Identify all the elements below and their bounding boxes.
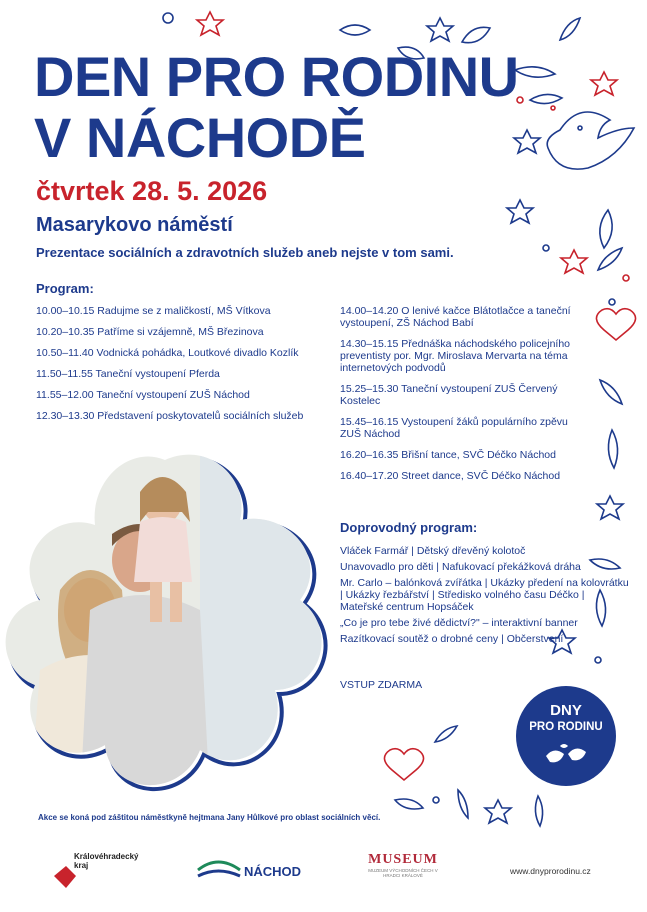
program-item: 15.25–15.30 Taneční vystoupení ZUŠ Červený Kostelec <box>340 383 558 407</box>
program-item: 10.00–10.15 Radujme se z maličkostí, MŠ Vítkova <box>36 305 271 317</box>
circle-ornament <box>163 13 173 23</box>
flower-icon <box>597 496 623 519</box>
title-line-2: V NÁCHODĚ <box>34 106 366 169</box>
leaf-icon <box>608 430 617 468</box>
event-subtitle: Prezentace sociálních a zdravotních služeb aneb nejste v tom sami. <box>36 245 454 260</box>
program-item: 15.45–16.15 Vystoupení žáků populárního zpěvu ZUŠ Náchod <box>340 416 568 440</box>
leaf-icon <box>435 726 457 742</box>
logo-museum-subtext: MUZEUM VÝCHODNÍCH ČECH V HRADCI KRÁLOVÉ <box>368 868 438 878</box>
bird-icon <box>547 112 634 169</box>
program-list-left <box>36 305 303 431</box>
accompanying-heading: Doprovodný program: <box>340 520 478 535</box>
logo-museum-text: MUSEUM <box>368 852 438 867</box>
red-heart-icon <box>596 309 635 340</box>
accompanying-item: Unavovadlo pro děti | Nafukovací překážková dráha <box>340 561 581 573</box>
leaf-icon <box>535 796 542 826</box>
program-item: 10.50–11.40 Vodnická pohádka, Loutkové divadlo Kozlík <box>36 347 299 359</box>
program-item: 14.00–14.20 O lenivé kačce Blátotlačce a taneční vystoupení, ZŠ Náchod Babí <box>340 305 571 329</box>
dny-pro-rodinu-badge <box>516 686 616 786</box>
logo-region-text: Královéhradecký kraj <box>74 852 139 870</box>
program-item: 10.20–10.35 Patříme si vzájemně, MŠ Březinova <box>36 326 264 338</box>
bird-eye <box>578 126 582 130</box>
family-photo <box>0 440 330 800</box>
accompanying-list <box>340 545 630 649</box>
patronage-note: Akce se koná pod záštitou náměstkyně hejtmana Jany Hůlkové pro oblast sociálních věcí. <box>38 813 381 822</box>
red-flower-icon <box>197 12 223 35</box>
entry-free-label: VSTUP ZDARMA <box>340 679 423 691</box>
leaf-icon <box>600 210 612 248</box>
red-circle-ornament <box>551 106 555 110</box>
program-item: 16.40–17.20 Street dance, SVČ Déčko Náchod <box>340 470 561 482</box>
leaf-icon <box>560 18 580 40</box>
event-date: čtvrtek 28. 5. 2026 <box>36 176 268 206</box>
flower-icon <box>507 200 533 223</box>
flower-icon <box>427 18 453 41</box>
badge-line-1: DNY <box>550 702 582 719</box>
program-item: 11.50–11.55 Taneční vystoupení Pferda <box>36 368 220 380</box>
logo-nachod <box>196 852 316 888</box>
page-title <box>34 46 519 168</box>
red-flower-icon <box>591 72 617 95</box>
nachod-logo-icon <box>196 856 242 886</box>
birds-icon <box>542 742 590 766</box>
logo-museum <box>365 852 441 890</box>
website-link[interactable]: www.dnyprorodinu.cz <box>510 866 591 876</box>
circle-ornament <box>609 299 615 305</box>
program-item: 12.30–13.30 Představení poskytovatelů sociálních služeb <box>36 410 304 422</box>
badge-line-2: PRO RODINU <box>529 721 603 733</box>
event-place: Masarykovo náměstí <box>36 214 233 236</box>
leaf-icon <box>530 94 562 103</box>
accompanying-item: Mr. Carlo – balónková zvířátka | Ukázky předení na kolovrátku | Ukázky řezbářství | Středisko volného času Déčko | Mateřské centrum Hopsáček <box>340 577 629 613</box>
logo-kralovehradecky-kraj <box>52 852 152 892</box>
leaf-icon <box>395 799 423 809</box>
program-item: 11.55–12.00 Taneční vystoupení ZUŠ Náchod <box>36 389 250 401</box>
flower-icon <box>485 800 511 823</box>
program-item: 16.20–16.35 Břišní tance, SVČ Déčko Náchod <box>340 449 556 461</box>
program-heading: Program: <box>36 281 94 296</box>
title-line-1: DEN PRO RODINU <box>34 45 519 108</box>
red-circle-ornament <box>623 275 629 281</box>
leaf-icon <box>515 67 555 77</box>
red-flower-icon <box>561 250 587 273</box>
leaf-icon <box>340 25 370 35</box>
accompanying-item: Vláček Farmář | Dětský dřevěný kolotoč <box>340 545 526 557</box>
circle-ornament <box>433 797 439 803</box>
leaf-icon <box>598 248 622 270</box>
leaf-icon <box>462 27 490 42</box>
red-heart-icon <box>384 749 423 780</box>
logo-city-text: NÁCHOD <box>244 864 302 879</box>
leaf-icon <box>600 380 622 404</box>
circle-ornament <box>543 245 549 251</box>
program-item: 14.30–15.15 Přednáška náchodského policejního preventisty por. Mgr. Miroslava Mervarta na téma internetových podvodů <box>340 338 571 374</box>
accompanying-item: Razítkovací soutěž o drobné ceny | Občerstvení <box>340 633 564 645</box>
leaf-icon <box>458 790 468 818</box>
accompanying-item: „Co je pro tebe živé dědictví?" – interaktivní banner <box>340 617 578 629</box>
circle-ornament <box>595 657 601 663</box>
program-list-right <box>340 305 590 491</box>
